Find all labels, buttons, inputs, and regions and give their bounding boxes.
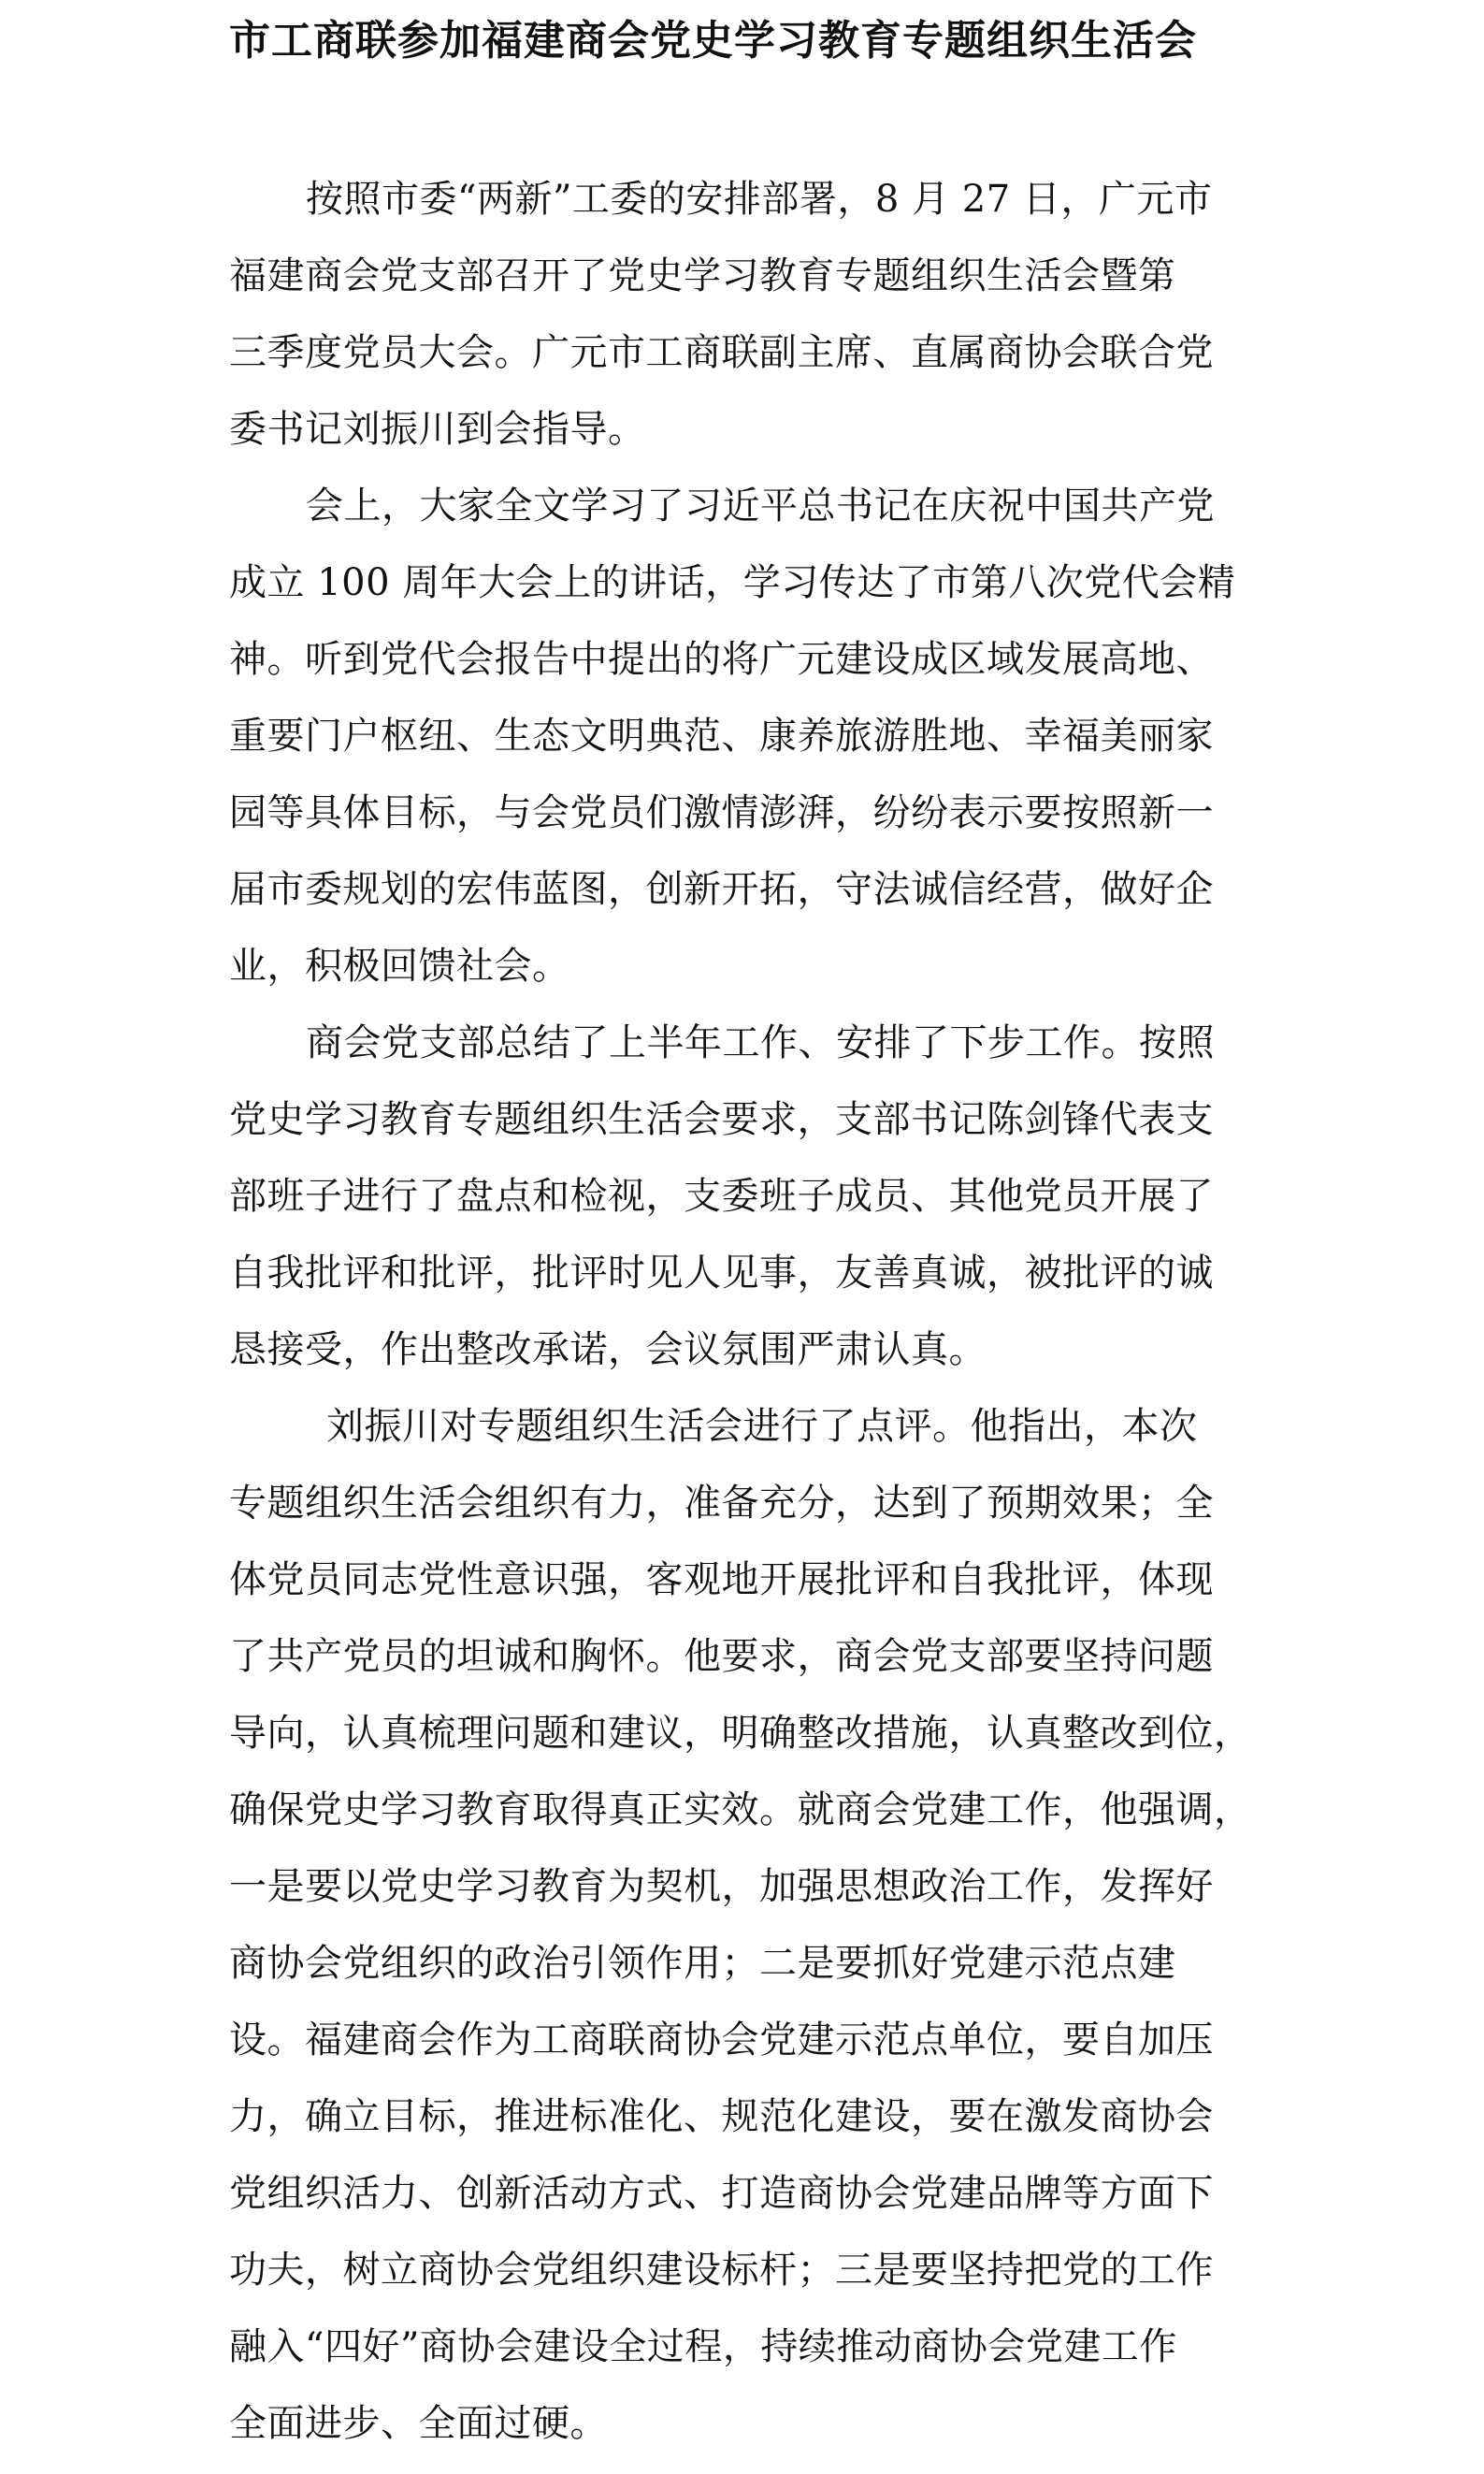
text-line: 园等具体目标，与会党员们激情澎湃，纷纷表示要按照新一: [229, 791, 1214, 834]
text-line: 三季度党员大会。广元市工商联副主席、直属商协会联合党: [229, 331, 1214, 374]
text-line: 届市委规划的宏伟蓝图，创新开拓，守法诚信经营，做好企: [229, 868, 1214, 911]
text-line: 自我批评和批评，批评时见人见事，友善真诚，被批评的诚: [229, 1251, 1214, 1295]
paragraph-2: [229, 468, 1267, 1005]
text-line: 导向，认真梳理问题和建议，明确整改措施，认真整改到位，: [229, 1712, 1252, 1755]
article-title: 市工商联参加福建商会党史学习教育专题组织生活会: [229, 17, 1197, 65]
text-line: 设。福建商会作为工商联商协会党建示范点单位，要自加压: [229, 2018, 1214, 2062]
text-line: 商协会党组织的政治引领作用；二是要抓好党建示范点建: [229, 1942, 1176, 1985]
text-line: 委书记刘振川到会指导。: [229, 408, 646, 451]
text-line: 重要门户枢纽、生态文明典范、康养旅游胜地、幸福美丽家: [229, 715, 1214, 758]
paragraph-1: [229, 161, 1267, 468]
text-line: 融入“四好”商协会建设全过程，持续推动商协会党建工作: [229, 2325, 1177, 2368]
paragraph-4: [229, 1388, 1267, 2462]
text-line: 福建商会党支部召开了党史学习教育专题组织生活会暨第: [229, 254, 1176, 297]
text-line: 刘振川对专题组织生活会进行了点评。他指出，本次: [326, 1405, 1198, 1448]
text-line: 功夫，树立商协会党组织建设标杆；三是要坚持把党的工作: [229, 2249, 1214, 2292]
text-line: 神。听到党代会报告中提出的将广元建设成区域发展高地、: [229, 638, 1214, 681]
text-line: 体党员同志党性意识强，客观地开展批评和自我批评，体现: [229, 1558, 1214, 1601]
text-line: 力，确立目标，推进标准化、规范化建设，要在激发商协会: [229, 2095, 1214, 2138]
text-line: 专题组织生活会组织有力，准备充分，达到了预期效果；全: [229, 1482, 1214, 1525]
text-line: 一是要以党史学习教育为契机，加强思想政治工作，发挥好: [229, 1865, 1214, 1908]
text-line: 确保党史学习教育取得真正实效。就商会党建工作，他强调，: [229, 1788, 1252, 1831]
text-line: 业，积极回馈社会。: [229, 945, 570, 988]
text-line: 党史学习教育专题组织生活会要求，支部书记陈剑锋代表支: [229, 1098, 1214, 1141]
text-line: 部班子进行了盘点和检视，支委班子成员、其他党员开展了: [229, 1175, 1214, 1218]
paragraph-3: [229, 1005, 1267, 1388]
text-line: 成立 100 周年大会上的讲话，学习传达了市第八次党代会精: [229, 561, 1236, 604]
text-line: 恳接受，作出整改承诺，会议氛围严肃认真。: [229, 1328, 987, 1371]
text-line: 按照市委“两新”工委的安排部署，8 月 27 日，广元市: [306, 178, 1213, 221]
text-line: 会上，大家全文学习了习近平总书记在庆祝中国共产党: [306, 485, 1215, 528]
article-body: [229, 161, 1267, 2462]
text-line: 全面进步、全面过硬。: [229, 2402, 608, 2445]
text-line: 党组织活力、创新活动方式、打造商协会党建品牌等方面下: [229, 2172, 1214, 2215]
text-line: 了共产党员的坦诚和胸怀。他要求，商会党支部要坚持问题: [229, 1635, 1214, 1678]
text-line: 商会党支部总结了上半年工作、安排了下步工作。按照: [306, 1021, 1215, 1064]
